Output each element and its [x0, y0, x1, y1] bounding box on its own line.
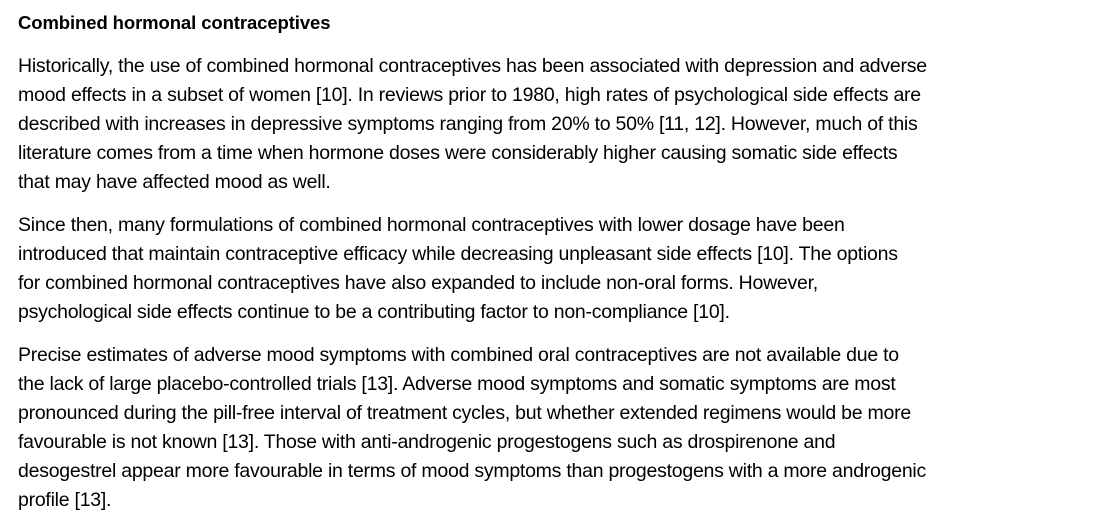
paragraph-line: introduced that maintain contraceptive efficacy while decreasing unpleasant side effects [10]. The options — [18, 243, 898, 265]
paragraph-1 — [18, 52, 1078, 197]
paragraph-line: literature comes from a time when hormone doses were considerably higher causing somatic side effects — [18, 142, 898, 164]
paragraph-line: described with increases in depressive symptoms ranging from 20% to 50% [11, 12]. However, much of this — [18, 113, 918, 135]
paragraph-line: psychological side effects continue to be a contributing factor to non-compliance [10]. — [18, 301, 730, 323]
paragraph-3 — [18, 341, 1078, 515]
paragraph-2 — [18, 211, 1078, 327]
paragraph-line: the lack of large placebo-controlled trials [13]. Adverse mood symptoms and somatic symptoms are most — [18, 373, 896, 395]
paragraph-line: pronounced during the pill-free interval of treatment cycles, but whether extended regimens would be more — [18, 402, 911, 424]
paragraph-line: Since then, many formulations of combined hormonal contraceptives with lower dosage have been — [18, 214, 845, 236]
paragraph-line: favourable is not known [13]. Those with anti-androgenic progestogens such as drospirenone and — [18, 431, 836, 453]
paragraph-line: profile [13]. — [18, 489, 112, 511]
paragraph-line: Historically, the use of combined hormonal contraceptives has been associated with depression and adverse — [18, 55, 927, 77]
paragraph-line: for combined hormonal contraceptives have also expanded to include non-oral forms. However, — [18, 272, 818, 294]
paragraph-line: Precise estimates of adverse mood symptoms with combined oral contraceptives are not available due to — [18, 344, 899, 366]
paragraph-line: desogestrel appear more favourable in terms of mood symptoms than progestogens with a more androgenic — [18, 460, 926, 482]
paragraph-line: that may have affected mood as well. — [18, 171, 331, 193]
section-heading: Combined hormonal contraceptives — [18, 12, 331, 33]
paragraph-line: mood effects in a subset of women [10]. In reviews prior to 1980, high rates of psychological side effects are — [18, 84, 921, 106]
